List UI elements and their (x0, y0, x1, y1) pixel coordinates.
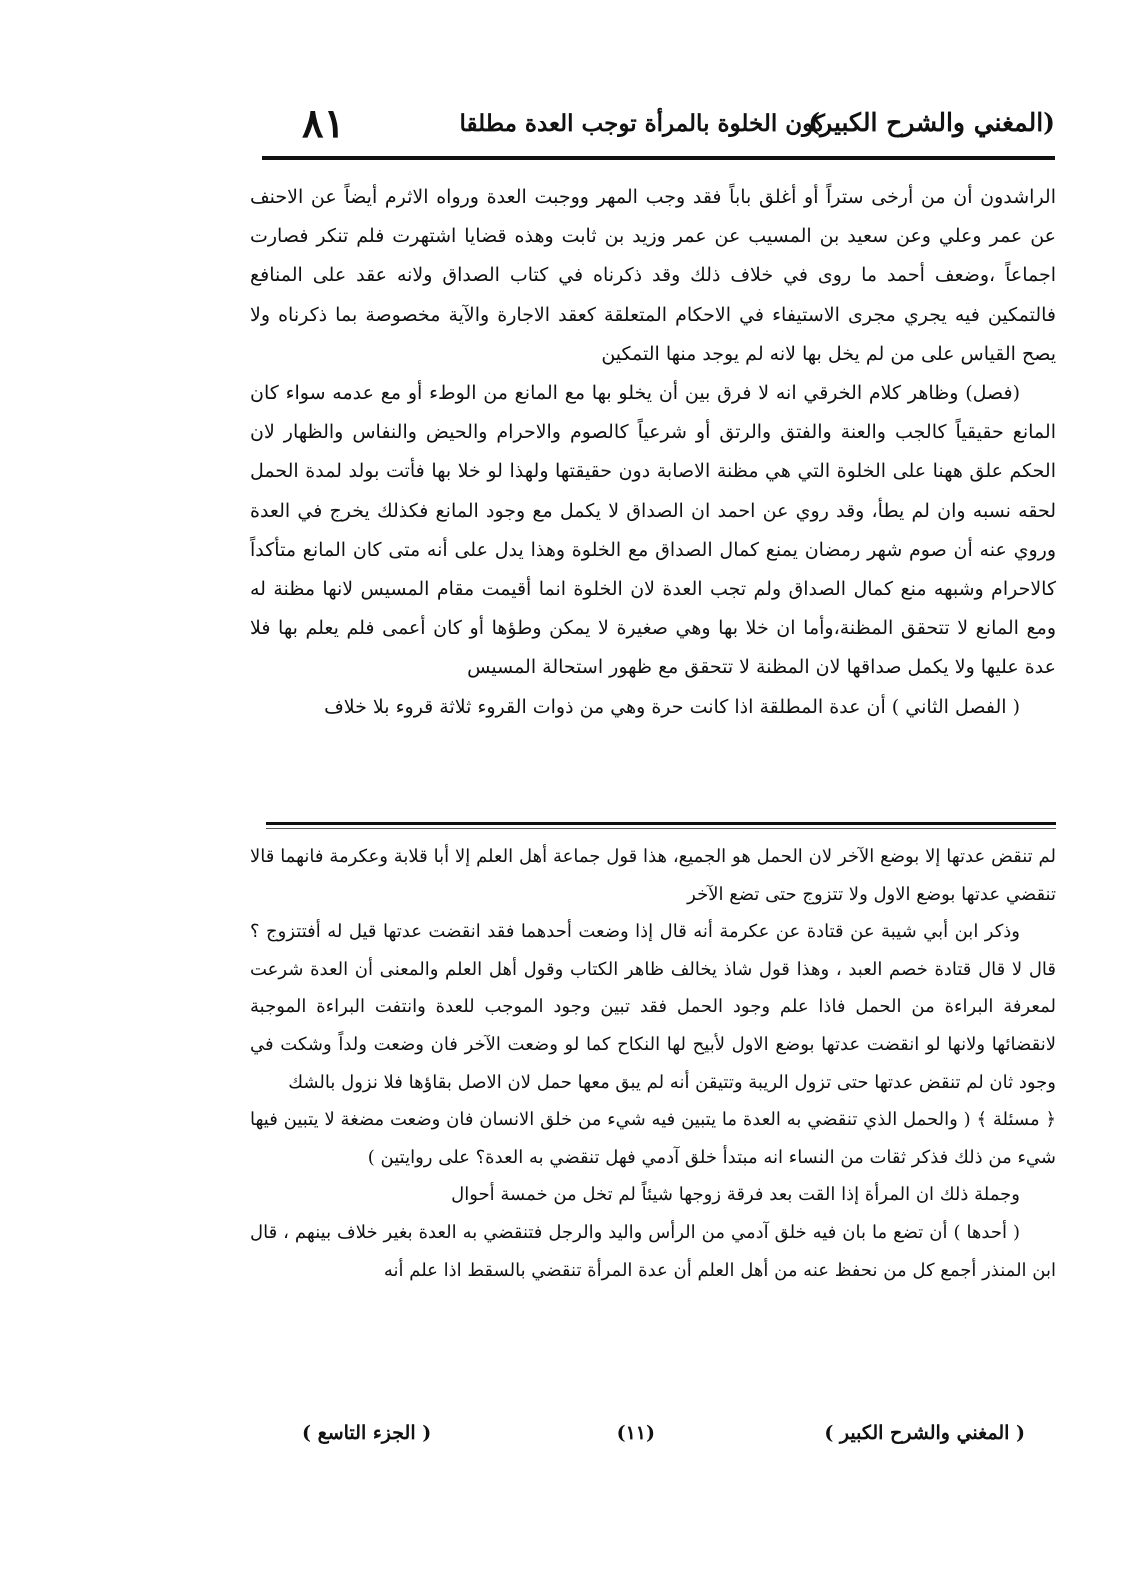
main-text (250, 178, 1056, 727)
main-paragraph: ( الفصل الثاني ) أن عدة المطلقة اذا كانت حرة وهي من ذوات القروء ثلاثة قروء بلا خلاف (324, 695, 1020, 718)
section-divider-thin (266, 828, 1056, 829)
main-paragraph: الراشدون أن من أرخى ستراً أو أغلق باباً فقد وجب المهر ووجبت العدة ورواه الاثرم أيضاً عن الاحنف عن عمر وعلي وعن سعيد بن المسيب عن عمر وزيد بن ثابت وهذه قضايا اشتهرت فلم تنكر فصارت اجماعاً ،وضعف أحمد ما روى في خلاف ذلك وقد ذكرناه في كتاب الصداق ولانه عقد على المنافع فالتمكين فيه يجري مجرى الاستيفاء في الاحكام المتعلقة كعقد الاجارة والآية مخصوصة بما ذكرناه ولا يصح القياس على من لم يخل بها لانه لم يوجد منها التمكين (250, 186, 1057, 365)
lower-paragraph: لم تنقض عدتها إلا بوضع الآخر لان الحمل هو الجميع، هذا قول جماعة أهل العلم إلا أبا قلابة وعكرمة فانهما قالا تنقضي عدتها بوضع الاول ولا تتزوج حتى تضع الآخر (250, 846, 1056, 905)
book-title: (المغني والشرح الكبير) (808, 108, 1055, 137)
masala-paragraph: ﴿ مسئلة ﴾ ( والحمل الذي تنقضي به العدة ما يتبين فيه شيء من خلق الانسان فان وضعت مضغة لا يتبين فيها شيء من ذلك فذكر ثقات من النساء انه مبتدأ خلق آدمي فهل تنقضي به العدة؟ على روايتين ) (250, 1109, 1056, 1168)
running-header (262, 100, 1055, 154)
section-divider (266, 822, 1056, 825)
lower-text (250, 838, 1056, 1289)
header-rule (262, 156, 1055, 160)
lower-paragraph: وجملة ذلك ان المرأة إذا القت بعد فرقة زوجها شيئاً لم تخل من خمسة أحوال (451, 1184, 1020, 1206)
footer-volume: ( الجزء التاسع ) (302, 1422, 432, 1444)
section-heading: كون الخلوة بالمرأة توجب العدة مطلقا (459, 110, 825, 137)
main-paragraph: (فصل) وظاهر كلام الخرقي انه لا فرق بين أن يخلو بها مع المانع من الوطء أو مع عدمه سواء كان المانع حقيقياً كالجب والعنة والفتق والرتق أو شرعياً كالصوم والاحرام والحيض والنفاس والظهار لان الحكم علق ههنا على الخلوة التي هي مظنة الاصابة دون حقيقتها ولهذا لو خلا بها فأتت بولد لمدة الحمل لحقه نسبه وان لم يطأ، وقد روي عن احمد ان الصداق لا يكمل مع وجود المانع فكذلك يخرج في العدة وروي عنه أن صوم شهر رمضان يمنع كمال الصداق مع الخلوة وهذا يدل على أنه متى كان المانع متأكداً كالاحرام وشبهه منع كمال الصداق ولم تجب العدة لان الخلوة انما أقيمت مقام المسيس لانها مظنة له ومع المانع لا تتحقق المظنة،وأما ان خلا بها وهي صغيرة لا يمكن وطؤها أو كان أعمى فلم يعلم بها فلا عدة عليها ولا يكمل صداقها لان المظنة لا تتحقق مع ظهور استحالة المسيس (250, 382, 1056, 679)
page-footer (262, 1422, 1055, 1462)
lower-paragraph: ( أحدها ) أن تضع ما بان فيه خلق آدمي من الرأس واليد والرجل فتنقضي به العدة بغير خلاف بينهم ، قال ابن المنذر أجمع كل من نحفظ عنه من أهل العلم أن عدة المرأة تنقضي بالسقط اذا علم أنه (250, 1221, 1056, 1281)
page-number: ٨١ (302, 100, 345, 147)
lower-paragraph: وذكر ابن أبي شيبة عن قتادة عن عكرمة أنه قال إذا وضعت أحدهما فقد انقضت عدتها قيل له أفتتزوج ؟ قال لا قال قتادة خصم العبد ، وهذا قول شاذ يخالف ظاهر الكتاب وقول أهل العلم والمعنى أن العدة شرعت لمعرفة البراءة من الحمل فاذا علم وجود الحمل فقد تبين وجود الموجب للعدة وانتفت البراءة الموجبة لانقضائها ولانها لو انقضت عدتها بوضع الاول لأبيح لها النكاح كما لو وضعت الآخر فان وضعت ولداً وشكت في وجود ثان لم تنقض عدتها حتى تزول الريبة وتتيقن أنه لم يبق معها حمل لان الاصل بقاؤها فلا نزول بالشك (250, 921, 1056, 1093)
footer-signature: (١١) (616, 1422, 655, 1444)
footer-book-title: ( المغني والشرح الكبير ) (824, 1422, 1025, 1444)
